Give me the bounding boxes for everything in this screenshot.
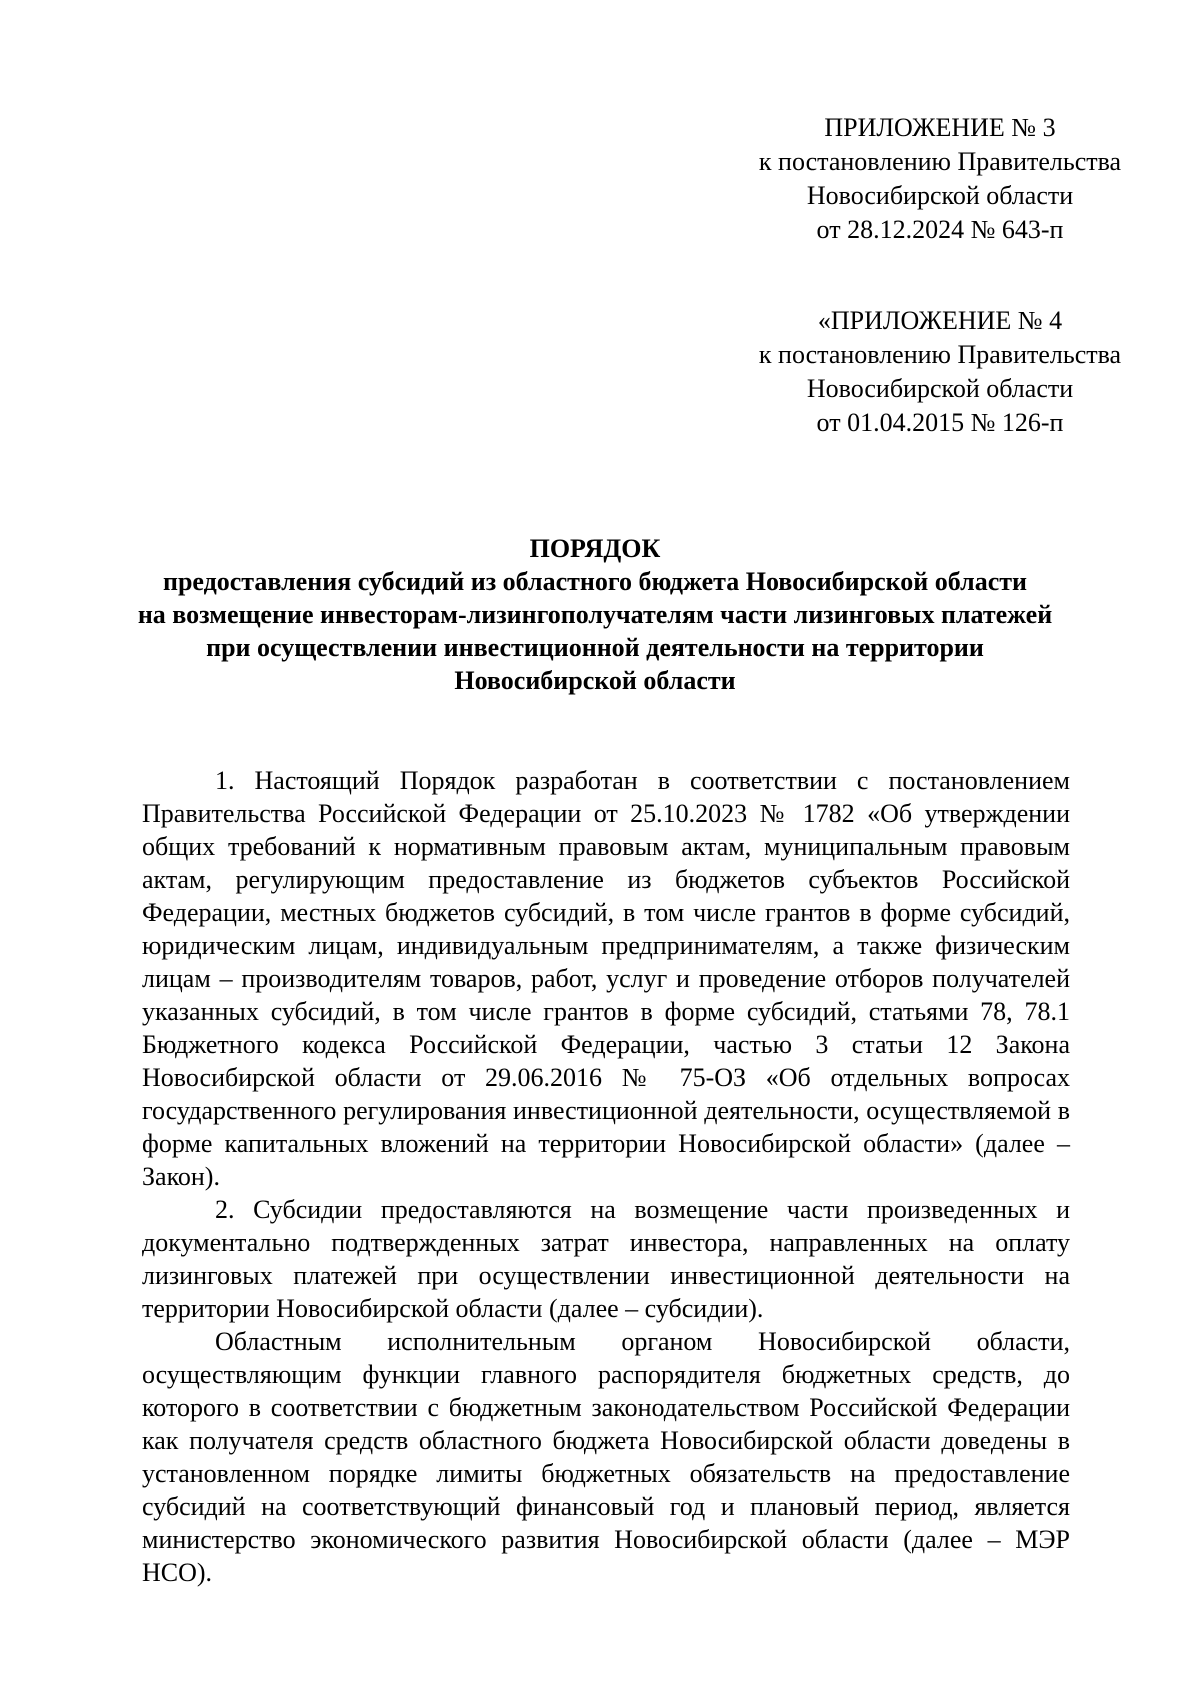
appendix-date-number: от 01.04.2015 № 126-п [816, 408, 1064, 437]
title-line: предоставления субсидий из областного бюджета Новосибирской области [162, 567, 1028, 596]
appendix-header-current [730, 111, 1150, 247]
appendix-region: Новосибирской области [806, 374, 1074, 403]
appendix-region: Новосибирской области [806, 181, 1074, 210]
appendix-reference: к постановлению Правительства [758, 147, 1122, 176]
title-line: на возмещение инвесторам-лизингополучателям части лизинговых платежей [137, 600, 1053, 629]
title-line: при осуществлении инвестиционной деятельности на территории [206, 633, 984, 662]
paragraph-3: Областным исполнительным органом Новосибирской области, осуществляющим функции главного распорядителя бюджетных средств, до которого в соответствии с бюджетным законодательством Российской Федерации как получателя средств областного бюджета Новосибирской области доведены в установленном порядке лимиты бюджетных обязательств на предоставление субсидий на соответствующий финансовый год и плановый период, является министерство экономического развития Новосибирской области (далее – МЭР НСО). [142, 1327, 1070, 1587]
document-body [142, 764, 1070, 1589]
appendix-header-original [730, 304, 1150, 440]
paragraph-1: 1. Настоящий Порядок разработан в соответствии с постановлением Правительства Российской Федерации от 25.10.2023 № 1782 «Об утверждении общих требований к нормативным правовым актам, муниципальным правовым актам, регулирующим предоставление из бюджетов субъектов Российской Федерации, местных бюджетов субсидий, в том числе грантов в форме субсидий, юридическим лицам, индивидуальным предпринимателям, а также физическим лицам – производителям товаров, работ, услуг и проведение отборов получателей указанных субсидий, в том числе грантов в форме субсидий, статьями 78, 78.1 Бюджетного кодекса Российской Федерации, частью 3 статьи 12 Закона Новосибирской области от 29.06.2016 № 75-ОЗ «Об отдельных вопросах государственного регулирования инвестиционной деятельности, осуществляемой в форме капитальных вложений на территории Новосибирской области» (далее – Закон). [142, 766, 1070, 1191]
appendix-number: «ПРИЛОЖЕНИЕ № 4 [817, 306, 1063, 335]
appendix-date-number: от 28.12.2024 № 643-п [816, 215, 1064, 244]
appendix-reference: к постановлению Правительства [758, 340, 1122, 369]
appendix-number: ПРИЛОЖЕНИЕ № 3 [824, 113, 1056, 142]
title-line: Новосибирской области [454, 666, 736, 695]
title-heading: ПОРЯДОК [529, 534, 661, 563]
paragraph-2: 2. Субсидии предоставляются на возмещение части произведенных и документально подтвержденных затрат инвестора, направленных на оплату лизинговых платежей при осуществлении инвестиционной деятельности на территории Новосибирской области (далее – субсидии). [142, 1195, 1070, 1323]
document-title [110, 532, 1080, 697]
